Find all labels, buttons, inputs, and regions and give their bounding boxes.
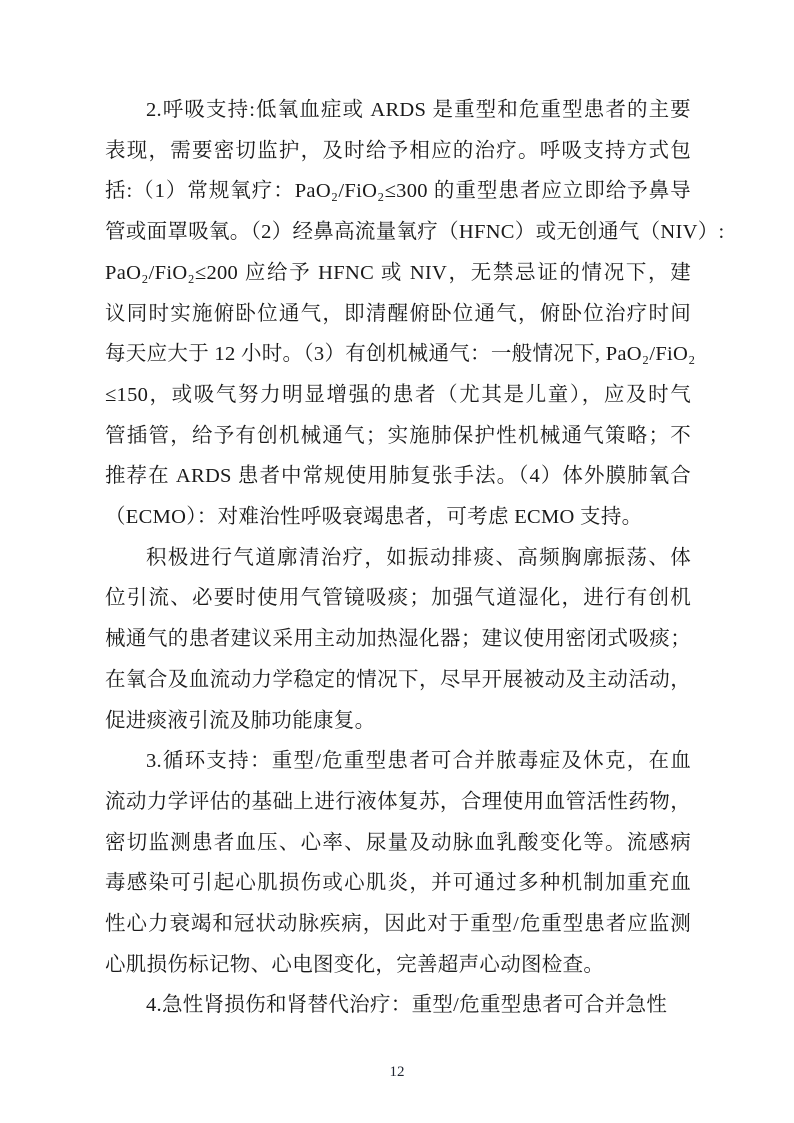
paragraph-circulatory-support xyxy=(105,741,691,985)
text-line: 议同时实施俯卧位通气，即清醒俯卧位通气，俯卧位治疗时间 xyxy=(105,302,691,325)
text-line: ≤150，或吸气努力明显增强的患者（尤其是儿童），应及时气 xyxy=(105,383,691,406)
text-line: 积极进行气道廓清治疗，如振动排痰、高频胸廓振荡、体 xyxy=(146,546,691,569)
page-number: 12 xyxy=(389,1064,405,1080)
text-line: 密切监测患者血压、心率、尿量及动脉血乳酸变化等。流感病 xyxy=(105,831,691,854)
text-line: 促进痰液引流及肺功能康复。 xyxy=(105,709,376,732)
text-line: 4.急性肾损伤和肾替代治疗：重型/危重型患者可合并急性 xyxy=(146,994,668,1017)
text-line: 管或面罩吸氧。（2）经鼻高流量氧疗（HFNC）或无创通气（NIV）: xyxy=(105,221,725,244)
text-line: 管插管，给予有创机械通气；实施肺保护性机械通气策略；不 xyxy=(105,424,691,447)
paragraph-airway-clearance xyxy=(105,538,691,742)
text-line: 心肌损伤标记物、心电图变化，完善超声心动图检查。 xyxy=(105,953,605,976)
text-line: 推荐在 ARDS 患者中常规使用肺复张手法。（4）体外膜肺氧合 xyxy=(105,465,691,488)
text-line: 流动力学评估的基础上进行液体复苏，合理使用血管活性药物， xyxy=(105,790,691,813)
text-line: （ECMO）：对难治性呼吸衰竭患者，可考虑 ECMO 支持。 xyxy=(105,506,643,529)
text-line: 毒感染可引起心肌损伤或心肌炎，并可通过多种机制加重充血 xyxy=(105,872,691,895)
text-line: 每天应大于 12 小时。（3）有创机械通气：一般情况下, PaO₂/FiO₂ xyxy=(105,343,696,366)
text-line: 表现，需要密切监护，及时给予相应的治疗。呼吸支持方式包 xyxy=(105,139,691,162)
text-line: 位引流、必要时使用气管镜吸痰；加强气道湿化，进行有创机 xyxy=(105,587,691,610)
text-line: 括:（1）常规氧疗：PaO₂/FiO₂≤300 的重型患者应立即给予鼻导 xyxy=(105,180,691,203)
text-line: 性心力衰竭和冠状动脉疾病，因此对于重型/危重型患者应监测 xyxy=(105,913,691,936)
text-line: 2.呼吸支持:低氧血症或 ARDS 是重型和危重型患者的主要 xyxy=(146,99,691,121)
document-body xyxy=(105,90,725,1026)
text-line: 3.循环支持：重型/危重型患者可合并脓毒症及休克，在血 xyxy=(146,750,691,773)
paragraph-renal-support xyxy=(105,985,691,1026)
text-line: 在氧合及血流动力学稳定的情况下，尽早开展被动及主动活动， xyxy=(105,668,691,691)
text-line: PaO₂/FiO₂≤200 应给予 HFNC 或 NIV，无禁忌证的情况下，建 xyxy=(105,261,691,284)
text-line: 械通气的患者建议采用主动加热湿化器；建议使用密闭式吸痰； xyxy=(105,628,691,651)
paragraph-respiratory-support xyxy=(105,90,725,538)
